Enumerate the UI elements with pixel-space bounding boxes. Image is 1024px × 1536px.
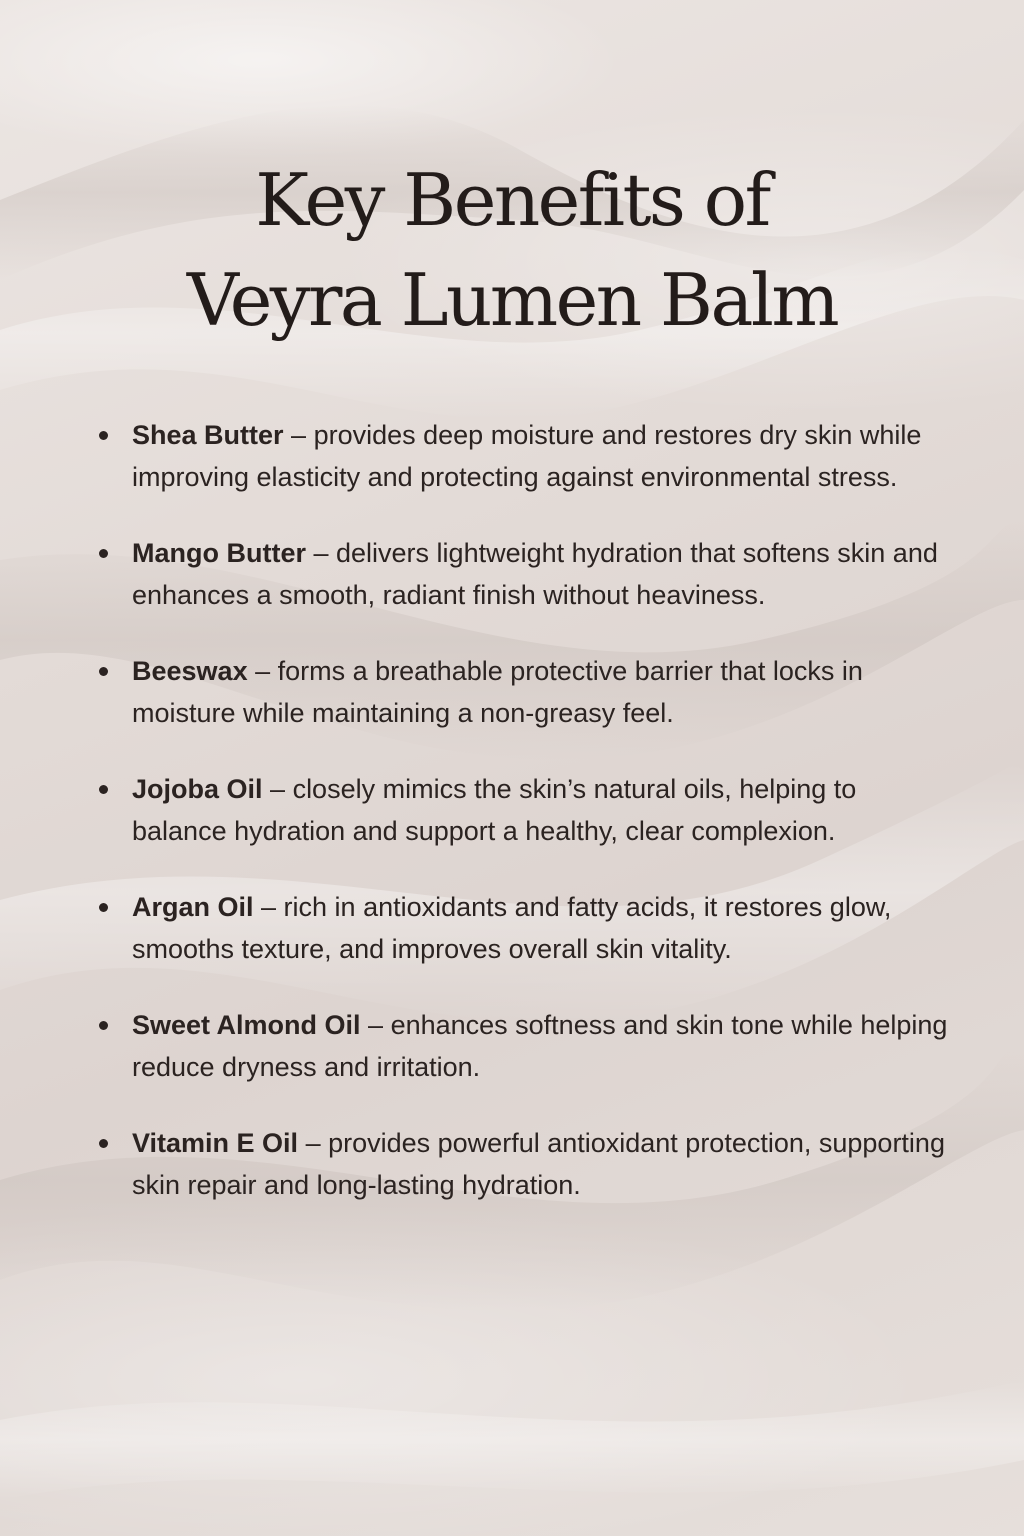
ingredient-name: Beeswax xyxy=(132,656,248,686)
ingredient-name: Argan Oil xyxy=(132,892,254,922)
page-title xyxy=(0,150,1024,350)
separator: – xyxy=(305,538,337,568)
separator: – xyxy=(262,774,293,804)
benefit-description: enhances softness and skin tone while helping reduce dryness and irritation. xyxy=(132,1010,948,1082)
benefit-item-argan-oil xyxy=(96,886,956,970)
title-line-2: Veyra Lumen Balm xyxy=(186,258,838,342)
ingredient-name: Shea Butter xyxy=(132,420,284,450)
separator: – xyxy=(283,420,314,450)
separator: – xyxy=(253,892,284,922)
bullet-icon xyxy=(99,785,108,794)
benefit-item-beeswax xyxy=(96,650,956,734)
benefit-item-vitamin-e-oil xyxy=(96,1122,956,1206)
benefits-list xyxy=(96,414,956,1240)
benefit-description: provides powerful antioxidant protection, supporting skin repair and long-lasting hydration. xyxy=(132,1128,945,1200)
title-line-1: Key Benefits of xyxy=(255,158,769,242)
bullet-icon xyxy=(99,1139,108,1148)
benefit-description: delivers lightweight hydration that softens skin and enhances a smooth, radiant finish without heaviness. xyxy=(132,538,938,610)
benefit-item-mango-butter xyxy=(96,532,956,616)
benefit-item-shea-butter xyxy=(96,414,956,498)
ingredient-name: Mango Butter xyxy=(132,538,306,568)
bullet-icon xyxy=(99,667,108,676)
benefit-description: forms a breathable protective barrier that locks in moisture while maintaining a non-greasy feel. xyxy=(132,656,863,728)
ingredient-name: Sweet Almond Oil xyxy=(132,1010,361,1040)
benefit-item-sweet-almond-oil xyxy=(96,1004,956,1088)
bullet-icon xyxy=(99,903,108,912)
separator: – xyxy=(247,656,278,686)
benefit-description: rich in antioxidants and fatty acids, it restores glow, smooths texture, and improves overall skin vitality. xyxy=(132,892,892,964)
bullet-icon xyxy=(99,431,108,440)
ingredient-name: Vitamin E Oil xyxy=(132,1128,299,1158)
benefit-item-jojoba-oil xyxy=(96,768,956,852)
separator: – xyxy=(360,1010,391,1040)
bullet-icon xyxy=(99,1021,108,1030)
bullet-icon xyxy=(99,549,108,558)
benefit-description: closely mimics the skin’s natural oils, helping to balance hydration and support a healthy, clear complexion. xyxy=(132,774,857,846)
benefit-description: provides deep moisture and restores dry skin while improving elasticity and protecting against environmental stress. xyxy=(132,420,922,492)
ingredient-name: Jojoba Oil xyxy=(132,774,263,804)
separator: – xyxy=(298,1128,329,1158)
